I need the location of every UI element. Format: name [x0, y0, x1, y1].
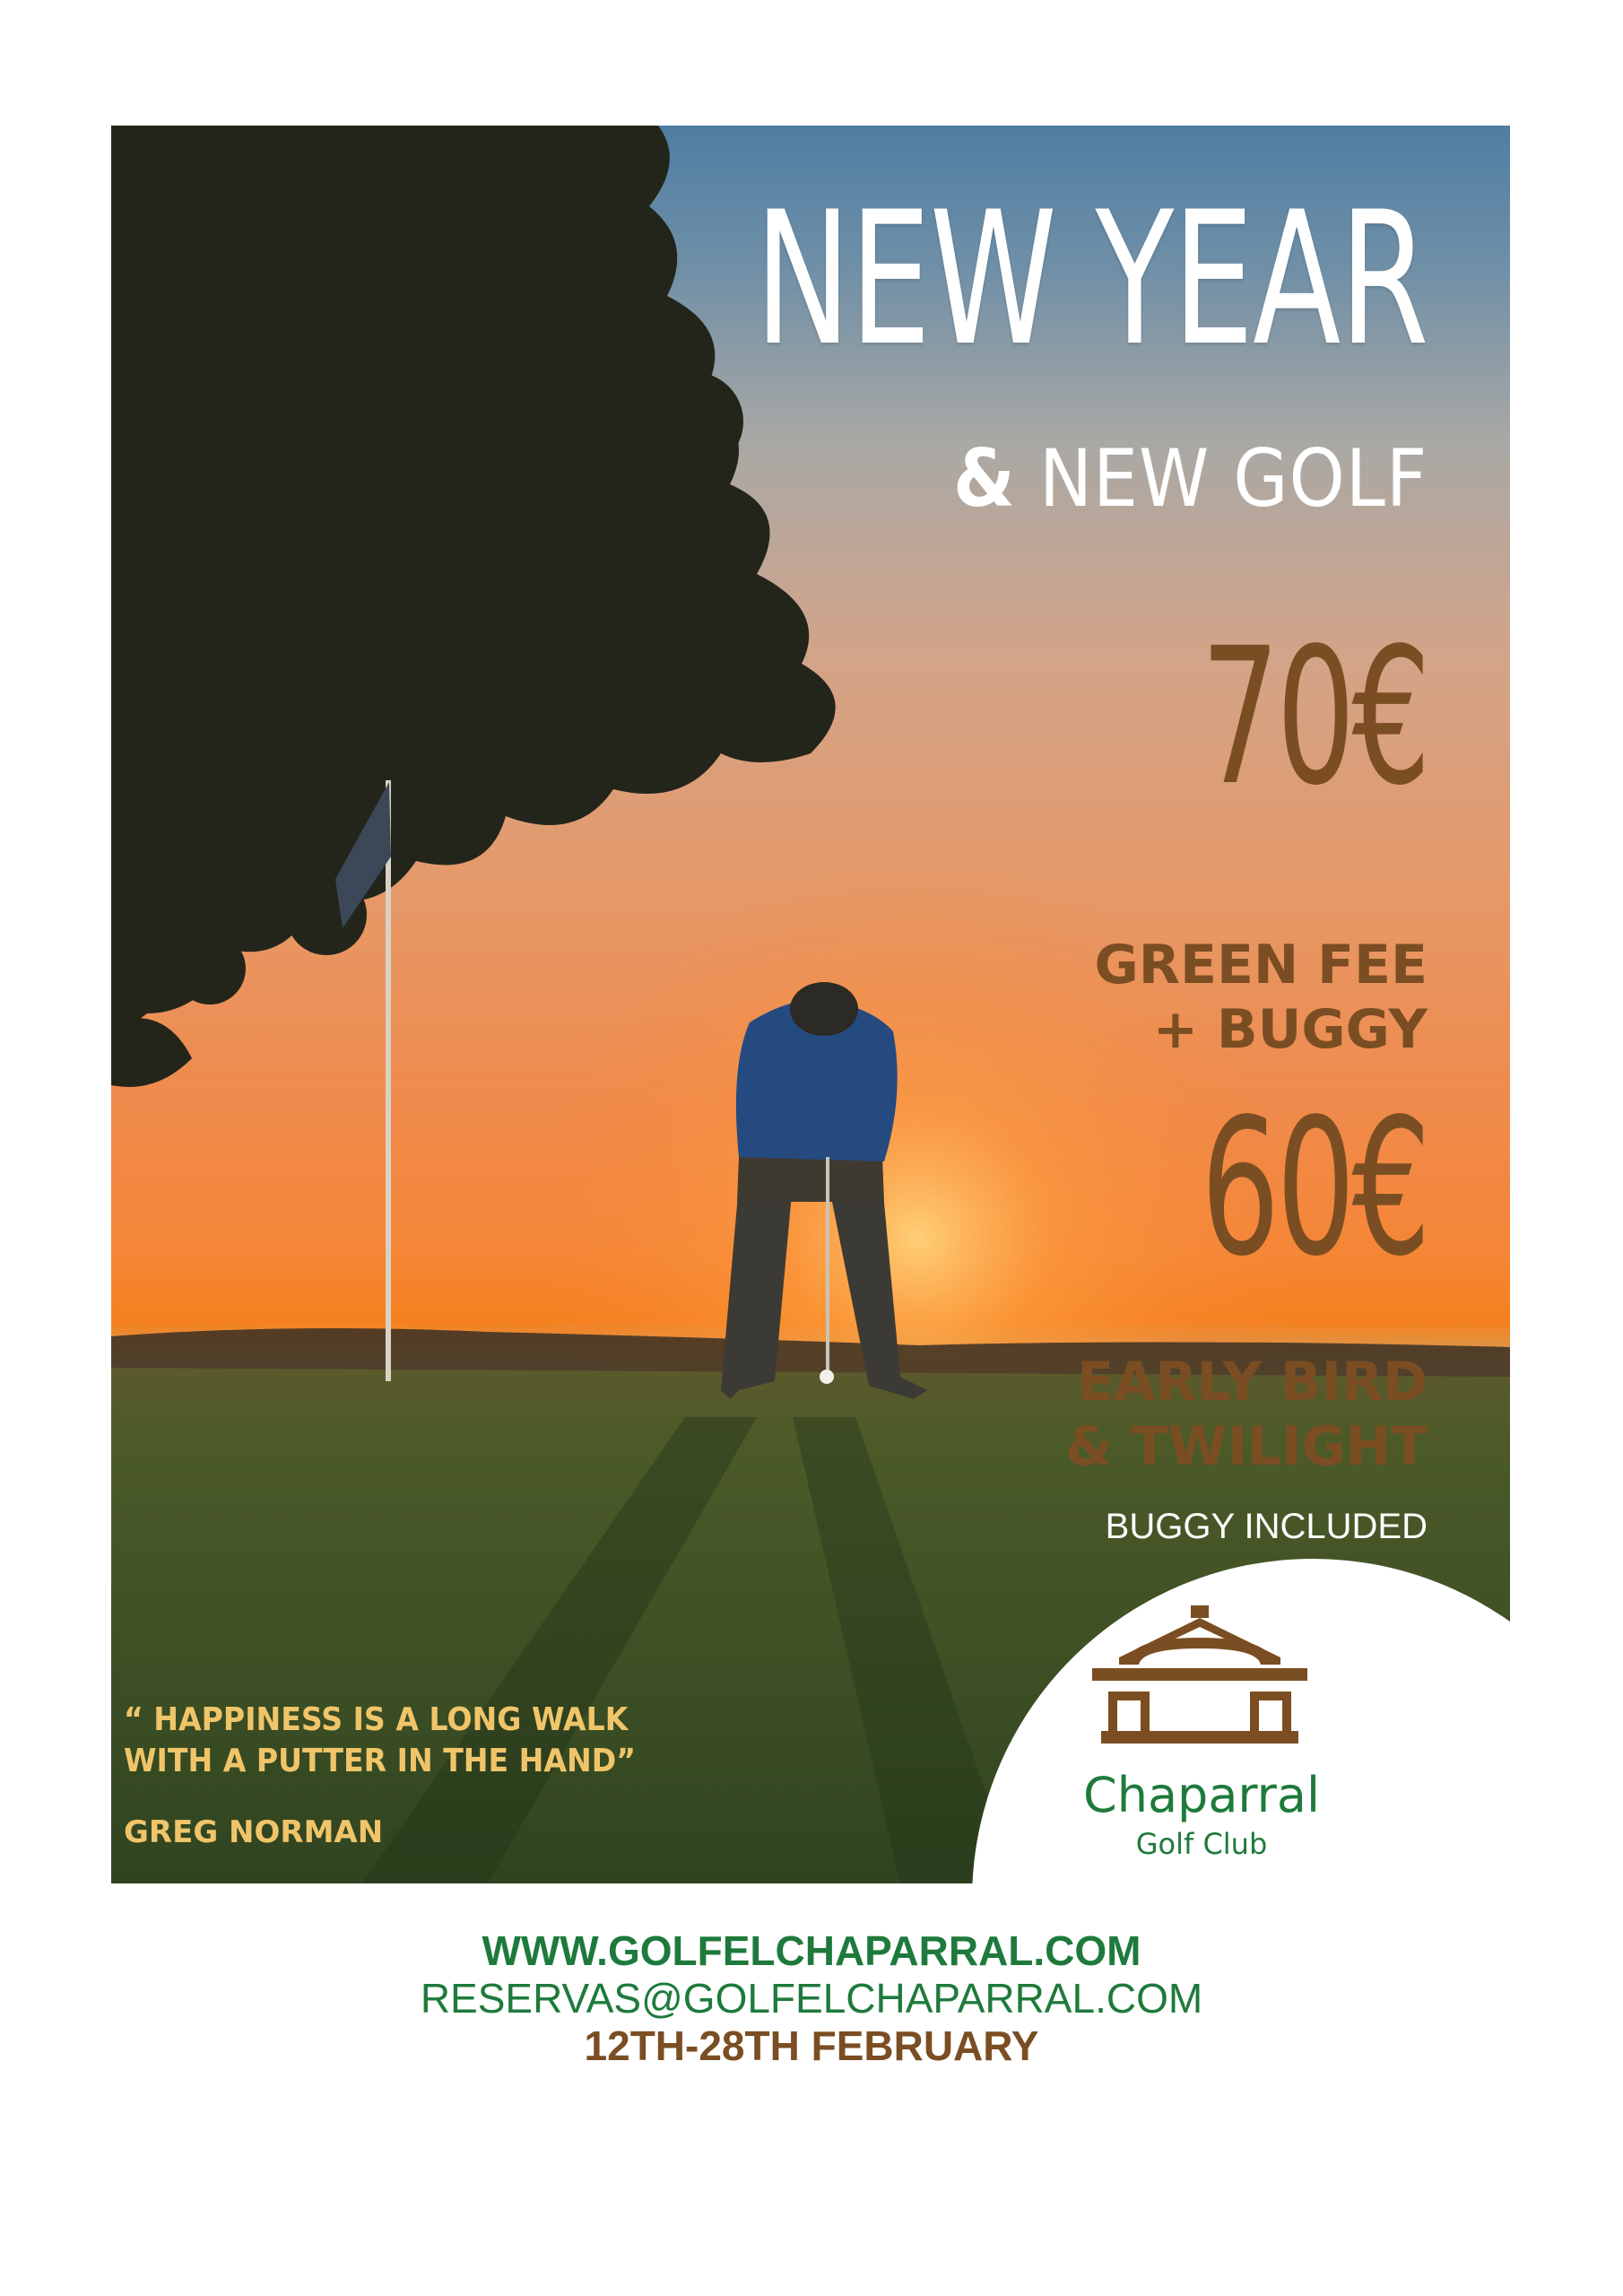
quote-line1: “ HAPPINESS IS A LONG WALK — [124, 1701, 629, 1738]
offer-1-label-line1: GREEN FEE — [1094, 934, 1428, 996]
offer-2-label-line2: & TWILIGHT — [1065, 1415, 1428, 1478]
quote-line2: WITH A PUTTER IN THE HAND” — [124, 1743, 637, 1779]
offer-note: BUGGY INCLUDED — [1105, 1507, 1428, 1546]
headline-ampersand: & — [952, 432, 1016, 525]
offer-2-label-line1: EARLY BIRD — [1077, 1351, 1428, 1413]
offer-2-price: 60€ — [1201, 1078, 1428, 1298]
promo-dates: 12TH-28TH FEBRUARY — [584, 2022, 1039, 2069]
arch-logo-icon — [1092, 1605, 1307, 1744]
headline-title: NEW YEAR — [754, 173, 1428, 387]
offer-1-label-line2: + BUGGY — [1152, 998, 1428, 1061]
offer-1-price: 70€ — [1201, 607, 1428, 827]
logo-name: Chaparral — [1083, 1767, 1320, 1823]
website-link[interactable]: WWW.GOLFELCHAPARRAL.COM — [482, 1927, 1141, 1974]
logo-subtitle: Golf Club — [1135, 1827, 1268, 1861]
email-link[interactable]: RESERVAS@GOLFELCHAPARRAL.COM — [420, 1975, 1203, 2022]
quote-author: GREG NORMAN — [124, 1814, 384, 1850]
headline-subtitle-text: NEW GOLF — [1015, 432, 1428, 525]
